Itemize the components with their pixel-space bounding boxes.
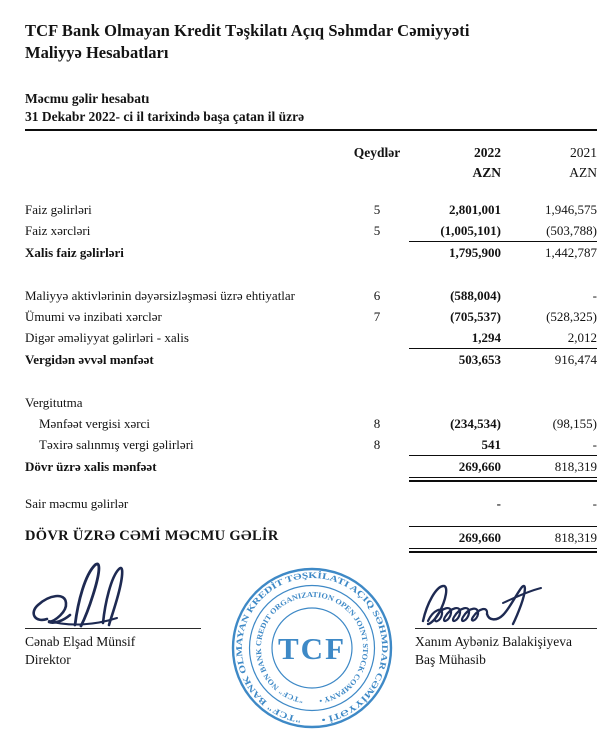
director-name: Cənab Elşad Münsif: [25, 633, 136, 649]
table-row: [25, 434, 597, 456]
row-label: Mənfəət vergisi xərci: [39, 415, 150, 431]
report-period: 31 Dekabr 2022- ci il tarixində başa çatan il üzrə: [25, 108, 597, 131]
report-title: Məcmu gəlir hesabatı: [25, 90, 150, 106]
row-label: Faiz gəlirləri: [25, 201, 92, 217]
row-value-2021: -: [592, 495, 597, 511]
table-row: [25, 392, 597, 413]
row-note-ref: 8: [373, 415, 381, 431]
row-note-ref: [345, 456, 409, 478]
header-year-2022: 2022: [474, 144, 501, 160]
stamp-inner-ring-label: "TCF" NON BANK CREDIT ORGANIZATION OPEN JOINT STOCK COMPANY •: [253, 589, 371, 706]
row-note-ref: 7: [373, 308, 381, 324]
chief-accountant-title: Baş Mühasib: [415, 651, 486, 667]
row-value-2022: 1,294: [409, 327, 501, 349]
stamp-center-text: TCF: [278, 630, 346, 666]
row-label: Sair məcmu gəlirlər: [25, 495, 129, 511]
table-row: [25, 526, 597, 549]
table-row: [25, 242, 597, 263]
table-header-row-years: [25, 143, 597, 163]
header-currency-2022: AZN: [472, 164, 501, 180]
row-value-2022: (234,534): [450, 415, 501, 431]
row-value-2021: -: [501, 434, 597, 456]
row-value-2022: [409, 392, 501, 413]
row-note-ref: [345, 242, 409, 263]
stamp-outer-ring-label: "TCF" BANK OLMAYAN KREDİT TƏŞKİLATI AÇIQ SƏHMDAR CƏMİYYƏTİ •: [233, 569, 391, 726]
header-year-2021: 2021: [570, 144, 597, 160]
row-value-2021: 818,319: [501, 526, 597, 549]
table-row: [25, 306, 597, 327]
row-value-2021: (503,788): [501, 220, 597, 242]
row-value-2022: 1,795,900: [449, 244, 501, 260]
header-notes-spacer: [345, 163, 409, 183]
row-note-ref: [345, 327, 409, 349]
row-note-ref: 8: [373, 436, 381, 452]
signature-line: [25, 628, 201, 629]
row-label: Faiz xərcləri: [25, 222, 91, 238]
row-value-2021: (98,155): [552, 415, 597, 431]
table-row: [25, 413, 597, 434]
row-note-ref: [345, 349, 409, 370]
row-value-2022: 2,801,001: [449, 201, 501, 217]
row-value-2021: 916,474: [554, 351, 597, 367]
row-value-2022: (1,005,101): [409, 220, 501, 242]
row-value-2021: -: [592, 287, 597, 303]
row-value-2021: 818,319: [501, 456, 597, 478]
header-currency-2021: AZN: [569, 164, 597, 180]
row-value-2022: (588,004): [450, 287, 501, 303]
chief-accountant-signature-block: [415, 561, 597, 691]
row-value-2021: 2,012: [501, 327, 597, 349]
row-value-2021: [501, 392, 597, 413]
row-value-2022: 269,660: [409, 526, 501, 549]
company-stamp: [227, 563, 397, 733]
row-label: Ümumi və inzibati xərclər: [25, 308, 162, 324]
row-label: Təxirə salınmış vergi gəlirləri: [39, 436, 194, 452]
row-value-2022: (705,537): [450, 308, 501, 324]
row-label: DÖVR ÜZRƏ CƏMİ MƏCMU GƏLİR: [25, 527, 279, 544]
table-row: [25, 456, 597, 478]
row-value-2021: 1,946,575: [545, 201, 597, 217]
table-row: [25, 493, 597, 514]
header-gap: [25, 183, 597, 199]
row-label: Maliyyə aktivlərinin dəyərsizləşməsi üzrə ehtiyatlar: [25, 287, 296, 303]
row-label: Dövr üzrə xalis mənfəət: [25, 458, 157, 474]
row-label: Vergitutma: [25, 394, 83, 410]
signature-line: [415, 628, 597, 629]
header-notes: Qeydlər: [353, 144, 401, 160]
header-label-spacer: [25, 143, 345, 163]
director-title: Direktor: [25, 651, 71, 667]
signature-section: [25, 561, 597, 746]
table-row: [25, 199, 597, 220]
header-label-spacer: [25, 163, 345, 183]
row-value-2022: 541: [409, 434, 501, 456]
row-note-ref: [345, 392, 409, 413]
table-row: [25, 349, 597, 370]
director-signature-block: [25, 561, 201, 691]
row-label: Digər əməliyyat gəlirləri - xalis: [25, 329, 189, 345]
table-body: [25, 199, 597, 549]
director-signature: [25, 561, 175, 631]
row-value-2021: 1,442,787: [545, 244, 597, 260]
row-note-ref: [345, 493, 409, 514]
row-value-2021: (528,325): [546, 308, 597, 324]
table-row: [25, 285, 597, 306]
row-label: Xalis faiz gəlirləri: [25, 244, 124, 260]
chief-accountant-name: Xanım Aybəniz Balakişiyeva: [415, 633, 572, 649]
table-header-row-currency: [25, 163, 597, 183]
company-name: TCF Bank Olmayan Kredit Təşkilatı Açıq Səhmdar Cəmiyyəti: [25, 21, 470, 40]
row-value-2022: 503,653: [458, 351, 501, 367]
row-value-2022: -: [496, 495, 501, 511]
row-note-ref: [345, 526, 409, 549]
row-note-ref: 5: [373, 222, 381, 238]
table-row: [25, 327, 597, 349]
row-note-ref: 6: [373, 287, 381, 303]
income-statement-table: [25, 143, 597, 549]
row-label: Vergidən əvvəl mənfəət: [25, 351, 154, 367]
row-note-ref: 5: [373, 201, 381, 217]
document-subtitle: Maliyyə Hesabatları: [25, 43, 169, 63]
table-row: [25, 220, 597, 242]
row-value-2022: 269,660: [409, 456, 501, 478]
